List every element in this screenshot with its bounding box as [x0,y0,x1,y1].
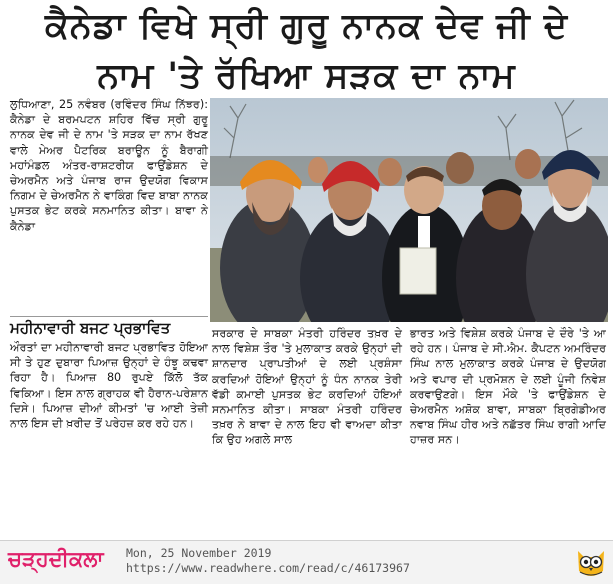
second-story-column [10,340,208,431]
article-column-left [10,97,208,234]
article-intro-text: ਲੁਧਿਆਣਾ, 25 ਨਵੰਬਰ (ਰਵਿੰਦਰ ਸਿੰਘ ਨਿੱਝਰ): ਕੈਨੇਡਾ ਦੇ ਬਰਮਪਟਨ ਸ਼ਹਿਰ ਵਿੱਚ ਸ੍ਰੀ ਗੁਰੂ ਨਾਨਕ ਦੇਵ ਜੀ ਦੇ ਨਾਮ 'ਤੇ ਸੜਕ ਦਾ ਨਾਮ ਰੱਖਣ ਵਾਲੇ ਮੇਅਰ ਪੈਟਰਿਕ ਬਰਾਊਨ ਨੂੰ ਬੈਰਾਗੀ ਮਹਾਂਮੰਡਲ ਅੰਤਰ-ਰਾਸ਼ਟਰੀਯ ਫਾਉਂਡੇਸ਼ਨ ਦੇ ਚੇਅਰਮੈਨ ਅਤੇ ਪੰਜਾਬ ਰਾਜ ਉਦਯੋਗ ਵਿਕਾਸ ਨਿਗਮ ਦੇ ਚੇਅਰਮੈਨ ਨੇ ਵਾਕਿੰਗ ਵਿਦ ਬਾਬਾ ਨਾਨਕ ਪੁਸਤਕ ਭੇਟ ਕਰਕੇ ਸਨਮਾਨਿਤ ਕੀਤਾ। ਬਾਵਾ ਨੇ ਕੈਨੇਡਾ [10,98,208,233]
newspaper-logo: ਚੜ੍ਹਦੀਕਲਾ [8,547,104,571]
second-story-heading: ਮਹੀਨਾਵਾਰੀ ਬਜਟ ਪ੍ਰਭਾਵਿਤ [10,316,208,337]
footer-bar [0,540,613,584]
footer-meta [126,546,410,576]
owl-icon [575,545,607,579]
article-right-text: ਭਾਰਤ ਅਤੇ ਵਿਸ਼ੇਸ਼ ਕਰਕੇ ਪੰਜਾਬ ਦੇ ਦੌਰੇ 'ਤੇ ਆ ਰਹੇ ਹਨ। ਪੰਜਾਬ ਦੇ ਸੀ.ਐਮ. ਕੈਪਟਨ ਅਮਰਿੰਦਰ ਸਿੰਘ ਨਾਲ ਮੁਲਾਕਾਤ ਕਰਕੇ ਪੰਜਾਬ ਦੇ ਉਦਯੋਗ ਅਤੇ ਵਪਾਰ ਦੀ ਪ੍ਰਮੋਸ਼ਨ ਦੇ ਲਈ ਪੂੰਜੀ ਨਿਵੇਸ਼ ਕਰਵਾਉਣਗੇ। ਇਸ ਮੌਕੇ 'ਤੇ ਫਾਉਂਡੇਸ਼ਨ ਦੇ ਚੇਅਰਮੈਨ ਅਸ਼ੋਕ ਬਾਵਾ, ਸਾਬਕਾ ਬ੍ਰਿਗੇਡੀਅਰ ਨਵਾਬ ਸਿੰਘ ਹੀਰ ਅਤੇ ਨਛੱਤਰ ਸਿੰਘ ਰਾਗੀ ਆਦਿ ਹਾਜ਼ਰ ਸਨ। [410,327,606,447]
article-column-right [410,326,606,448]
headline-line-1: ਕੈਨੇਡਾ ਵਿਖੇ ਸ੍ਰੀ ਗੁਰੂ ਨਾਨਕ ਦੇਵ ਜੀ ਦੇ [44,6,569,46]
article-middle-text: ਸਰਕਾਰ ਦੇ ਸਾਬਕਾ ਮੰਤਰੀ ਹਰਿੰਦਰ ਤਖ਼ਰ ਦੇ ਨਾਲ ਵਿਸ਼ੇਸ਼ ਤੌਰ 'ਤੇ ਮੁਲਾਕਾਤ ਕਰਕੇ ਉਨ੍ਹਾਂ ਦੀ ਸ਼ਾਨਦਾਰ ਪ੍ਰਾਪਤੀਆਂ ਦੇ ਲਈ ਪ੍ਰਸ਼ੰਸਾ ਕਰਦਿਆਂ ਹੋਇਆਂ ਉਨ੍ਹਾਂ ਨੂੰ ਧੰਨ ਨਾਨਕ ਤੇਰੀ ਵੱਡੀ ਕਮਾਈ ਪੁਸਤਕ ਭੇਟ ਕਰਦਿਆਂ ਹੋਇਆਂ ਸਨਮਾਨਿਤ ਕੀਤਾ। ਸਾਬਕਾ ਮੰਤਰੀ ਹਰਿੰਦਰ ਤਖ਼ਰ ਨੇ ਬਾਵਾ ਦੇ ਨਾਲ ਇਹ ਵੀ ਵਾਅਦਾ ਕੀਤਾ ਕਿ ਉਹ ਅਗਲੇ ਸਾਲ [212,327,402,447]
headline-line-2: ਨਾਮ 'ਤੇ ਰੱਖਿਆ ਸੜਕ ਦਾ ਨਾਮ [97,56,516,96]
article-column-middle [212,326,402,448]
news-photo [210,98,608,322]
cut-off-text-strip [0,528,613,536]
publication-date: Mon, 25 November 2019 [126,546,272,560]
news-photo-illustration [210,98,608,322]
second-story-text: ਔਰਤਾਂ ਦਾ ਮਹੀਨਾਵਾਰੀ ਬਜਟ ਪ੍ਰਭਾਵਿਤ ਹੋਇਆ ਸੀ ਤੇ ਹੁਣ ਦੁਬਾਰਾ ਪਿਆਜ਼ ਉਨ੍ਹਾਂ ਦੇ ਹੰਝੂ ਕਢਵਾ ਰਿਹਾ ਹੈ। ਪਿਆਜ਼ 80 ਰੁਪਏ ਕਿੱਲੋ ਤੱਕ ਵਿਕਿਆ। ਇਸ ਨਾਲ ਗ੍ਰਾਹਕ ਵੀ ਹੈਰਾਨ-ਪਰੇਸ਼ਾਨ ਦਿਸੇ। ਪਿਆਜ਼ ਦੀਆਂ ਕੀਮਤਾਂ 'ਚ ਆਈ ਤੇਜ਼ੀ ਨਾਲ ਇਸ ਦੀ ਖ਼ਰੀਦ ਤੋਂ ਪਰੇਹਜ਼ ਕਰ ਰਹੇ ਹਨ। [10,341,208,431]
source-url[interactable]: https://www.readwhere.com/read/c/46173967 [126,561,410,575]
